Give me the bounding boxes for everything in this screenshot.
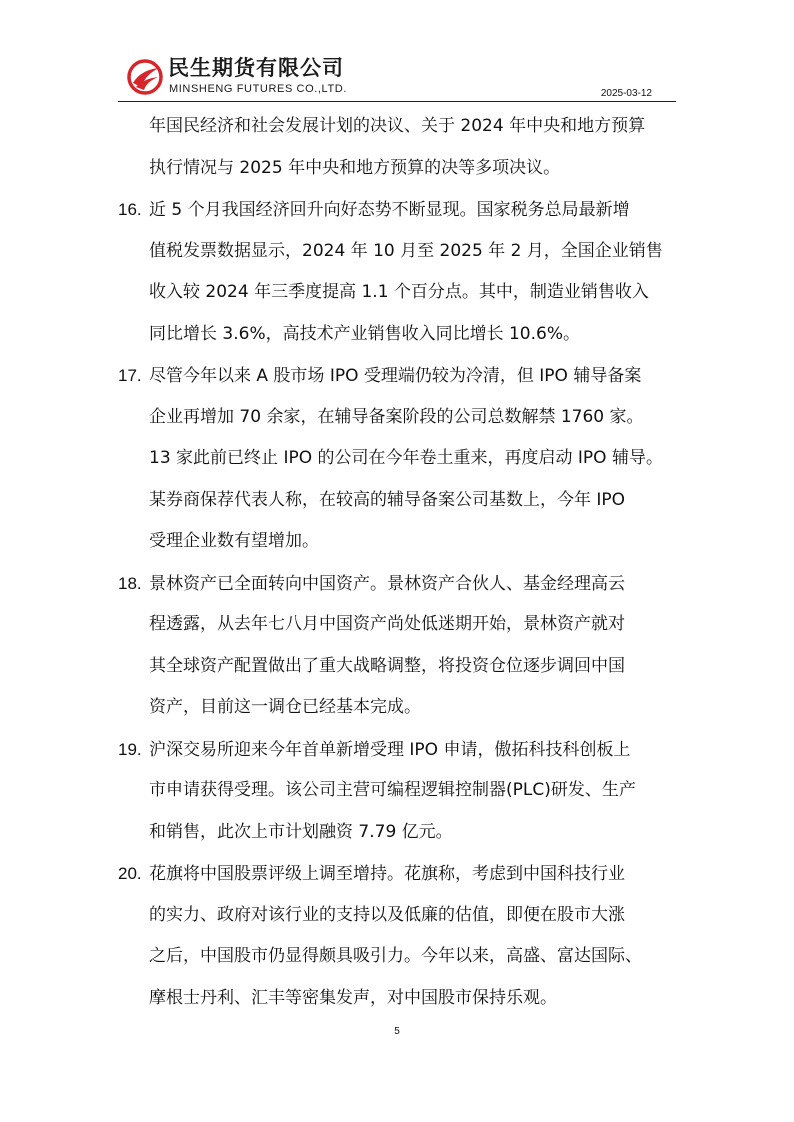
text-line: 值税发票数据显示，2024 年 10 月至 2025 年 2 月，全国企业销售: [149, 240, 663, 261]
report-date: 2025-03-12: [600, 88, 652, 99]
text-line: 某券商保荐代表人称，在较高的辅导备案公司基数上，今年 IPO: [149, 489, 626, 510]
news-item-20: [118, 853, 678, 1019]
text-line: 近 5 个月我国经济回升向好态势不断显现。国家税务总局最新增: [149, 200, 630, 220]
page-header: [118, 52, 676, 102]
text-line: 同比增长 3.6%，高技术产业销售收入同比增长 10.6%。: [149, 323, 581, 344]
text-line: 13 家此前已终止 IPO 的公司在今年卷土重来，再度启动 IPO 辅导。: [149, 448, 663, 468]
text-line: 摩根士丹利、汇丰等密集发声，对中国股市保持乐观。: [149, 987, 557, 1008]
text-line: 之后，中国股市仍显得颇具吸引力。今年以来，高盛、富达国际、: [149, 946, 642, 966]
text-line: 执行情况与 2025 年中央和地方预算的决等多项决议。: [149, 157, 561, 178]
news-item-17: [118, 355, 678, 563]
header-divider: [118, 101, 676, 102]
continuation-paragraph: [118, 106, 678, 189]
item-number: 18.: [118, 573, 142, 593]
company-name-cn: 民生期货有限公司: [168, 56, 344, 80]
item-number: 17.: [118, 366, 142, 385]
company-name-en: MINSHENG FUTURES CO.,LTD.: [169, 83, 347, 95]
text-line: 其全球资产配置做出了重大战略调整，将投资仓位逐步调回中国: [149, 655, 625, 676]
item-number: 20.: [118, 864, 142, 883]
news-item-16: [118, 189, 678, 355]
text-line: 和销售，此次上市计划融资 7.79 亿元。: [149, 821, 453, 842]
text-line: 企业再增加 70 余家，在辅导备案阶段的公司总数解禁 1760 家。: [149, 406, 644, 427]
page-number: 5: [394, 1026, 400, 1037]
text-line: 景林资产已全面转向中国资产。景林资产合伙人、基金经理高云: [149, 573, 625, 594]
minsheng-logo-icon: [127, 59, 163, 95]
text-line: 的实力、政府对该行业的支持以及低廉的估值，即便在股市大涨: [149, 904, 625, 925]
text-line: 资产，目前这一调仓已经基本完成。: [149, 697, 421, 717]
text-line: 受理企业数有望增加。: [149, 531, 319, 551]
text-line: 花旗将中国股票评级上调至增持。花旗称，考虑到中国科技行业: [149, 864, 625, 884]
news-item-18: [118, 563, 678, 729]
text-line: 年国民经济和社会发展计划的决议、关于 2024 年中央和地方预算: [149, 116, 646, 136]
text-line: 沪深交易所迎来今年首单新增受理 IPO 申请，傲拓科技科创板上: [149, 739, 631, 760]
text-line: 收入较 2024 年三季度提高 1.1 个百分点。其中，制造业销售收入: [149, 282, 649, 302]
text-line: 市申请获得受理。该公司主营可编程逻辑控制器(PLC)研发、生产: [149, 780, 636, 800]
news-item-19: [118, 729, 678, 854]
news-content: [118, 106, 678, 1019]
text-line: 尽管今年以来 A 股市场 IPO 受理端仍较为冷清，但 IPO 辅导备案: [149, 366, 642, 386]
text-line: 程透露，从去年七八月中国资产尚处低迷期开始，景林资产就对: [149, 614, 625, 634]
item-number: 16.: [118, 200, 142, 219]
item-number: 19.: [118, 739, 142, 759]
